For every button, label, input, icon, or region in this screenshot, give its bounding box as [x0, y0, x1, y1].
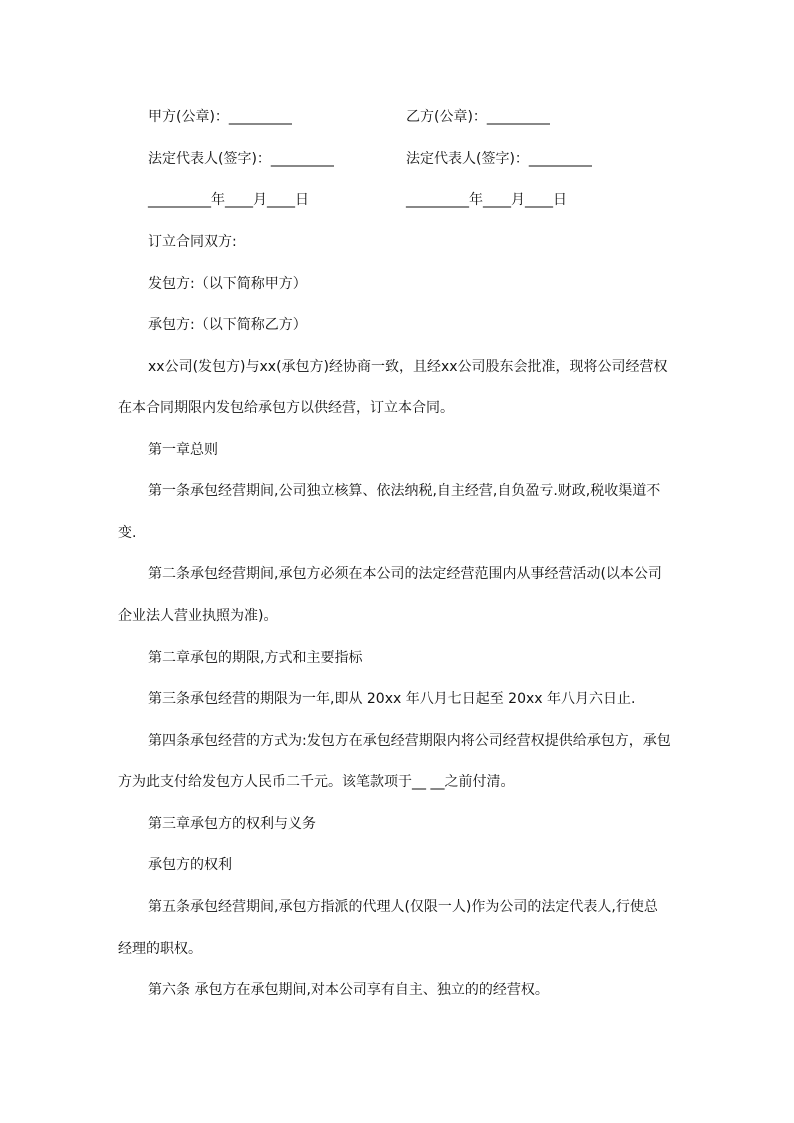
taker-line: 承包方:（以下简称乙方） [148, 317, 307, 333]
party-b-representative: 法定代表人(签字)：_________ [406, 151, 592, 167]
article-6-line-1: 第六条 承包方在承包期间,对本公司享有自主、独立的的经营权。 [148, 982, 549, 998]
issuer-line: 发包方:（以下简称甲方） [148, 276, 307, 292]
article-2-line-1: 第二条承包经营期间,承包方必须在本公司的法定经营范围内从事经营活动(以本公司 [148, 566, 662, 582]
article-5-line-1: 第五条承包经营期间,承包方指派的代理人(仅限一人)作为公司的法定代表人,行使总 [148, 899, 658, 915]
article-4-line-1: 第四条承包经营的方式为:发包方在承包经营期限内将公司经营权提供给承包方，承包 [148, 733, 671, 749]
article-1-line-2: 变. [118, 525, 137, 541]
article-2-line-2: 企业法人营业执照为准)。 [118, 608, 278, 624]
parties-heading: 订立合同双方: [148, 234, 237, 250]
party-a-representative: 法定代表人(签字)：_________ [148, 151, 334, 167]
chapter-1-title: 第一章总则 [148, 442, 218, 458]
article-4-line-2: 方为此支付给发包方人民币二千元。该笔款项于__ __之前付清。 [118, 774, 515, 790]
party-b-date: _________年____月____日 [406, 192, 567, 208]
party-a-date: _________年____月____日 [148, 192, 309, 208]
chapter-3-title: 第三章承包方的权利与义务 [148, 816, 316, 832]
party-b-seal: 乙方(公章)：_________ [406, 109, 550, 125]
party-a-seal: 甲方(公章)：_________ [148, 109, 292, 125]
article-5-line-2: 经理的职权。 [118, 941, 202, 957]
article-1-line-1: 第一条承包经营期间,公司独立核算、依法纳税,自主经营,自负盈亏.财政,税收渠道不 [148, 483, 661, 499]
chapter-3-subtitle: 承包方的权利 [148, 857, 232, 873]
preamble-line-1: xx公司(发包方)与xx(承包方)经协商一致，且经xx公司股东会批准，现将公司经营权 [148, 359, 668, 375]
chapter-2-title: 第二章承包的期限,方式和主要指标 [148, 650, 363, 666]
preamble-line-2: 在本合同期限内发包给承包方以供经营，订立本合同。 [118, 400, 454, 416]
article-3-line-1: 第三条承包经营的期限为一年,即从 20xx 年八月七日起至 20xx 年八月六日止. [148, 691, 636, 707]
